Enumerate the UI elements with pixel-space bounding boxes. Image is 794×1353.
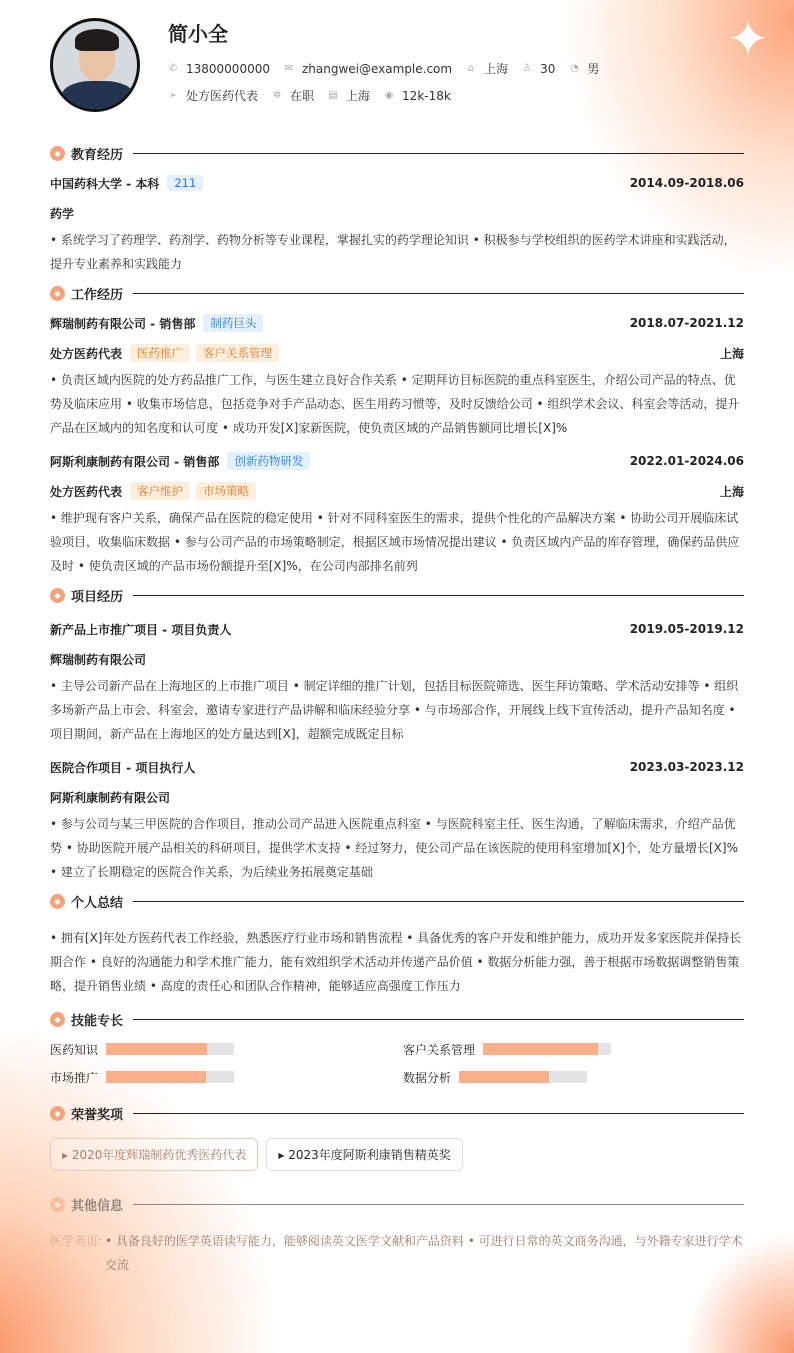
skill-bar-fill <box>459 1071 549 1083</box>
skill-bar-fill <box>483 1043 598 1055</box>
skill-name: 数据分析 <box>403 1070 452 1085</box>
project-icon: ◆ <box>50 588 65 603</box>
skills-grid <box>50 1040 744 1086</box>
skill-bar <box>483 1043 611 1055</box>
job-intent <box>168 87 465 104</box>
candidate-name: 简小全 <box>168 22 228 46</box>
skill-item <box>403 1068 744 1086</box>
mail-icon: ✉ <box>284 63 294 74</box>
section-skills: ◆ 技能专长 <box>50 1008 744 1030</box>
award-item: ▸ 2023年度阿斯利康销售精英奖 <box>266 1138 462 1171</box>
status-icon: ✲ <box>272 90 282 101</box>
skill-item <box>403 1040 744 1058</box>
building-icon: ▤ <box>328 90 338 101</box>
skill-name: 市场推广 <box>50 1070 99 1085</box>
salary: 12k-18k <box>402 88 451 103</box>
skills-icon: ◆ <box>50 1012 65 1027</box>
skill-bar <box>459 1071 587 1083</box>
education-desc: • 系统学习了药理学、药剂学、药物分析等专业课程，掌握扎实的药学理论知识 • 积极参与学校组织的医药学术讲座和实践活动，提升专业素养和实践能力 <box>50 233 736 271</box>
phone: 13800000000 <box>186 61 270 76</box>
position: 处方医药代表 <box>186 89 259 103</box>
project-item: 医院合作项目 - 项目执行人 2023.03-2023.12 阿斯利康制药有限公司 • 参与公司与某三甲医院的合作项目，推动公司产品进入医院重点科室 • 与医院科室主任、医生沟通，了解临床需求，介绍产品优势 • 协助医院开展产品相关的科研项目，提供学术支持 • 经过努力，使公司产品在该医院的使用科室增加[X]个，处方量增长[X]% • 建立了长期稳定的医院合作关系，为后续业务拓展奠定基础 <box>50 760 744 879</box>
tag: 211 <box>167 175 203 191</box>
gender-icon: ◔ <box>570 63 579 74</box>
section-work: ◆ 工作经历 <box>50 282 744 304</box>
awards-list <box>50 1138 744 1171</box>
section-summary: ◆ 个人总结 <box>50 890 744 912</box>
status: 在职 <box>290 89 315 103</box>
phone-icon: ✆ <box>168 63 178 74</box>
send-icon: ➢ <box>168 90 178 101</box>
other-info: 医学英语: • 具备良好的医学英语读写能力，能够阅读英文医学文献和产品资料 • 可进行日常的英文商务沟通，与外籍专家进行学术交流 <box>50 1234 743 1272</box>
summary-icon: ◆ <box>50 894 65 909</box>
skill-bar <box>106 1071 234 1083</box>
age-icon: ♙ <box>522 63 532 74</box>
section-other: ◆ 其他信息 <box>50 1193 744 1215</box>
resume <box>50 0 769 1277</box>
work-item: 辉瑞制药有限公司 - 销售部 制药巨头 2018.07-2021.12 处方医药代表 医药推广 客户关系管理 上海 • 负责区域内医院的处方药品推广工作，与医生建立良好合作关系 • 定期拜访目标医院的重点科室医生，介绍公司产品的特点、优势及临床应用 • 收集市场信息，包括竞争对手产品动态、医生用药习惯等，及时反馈给公司 • 组织学术会议、科室会等活动，提升产品在区域内的知名度和认可度 • 成功开发[X]家新医院，使负责区域的产品销售额同比增长[X]% <box>50 316 744 435</box>
education-icon: ◆ <box>50 146 65 161</box>
skill-name: 医药知识 <box>50 1042 99 1057</box>
work-item: 阿斯利康制药有限公司 - 销售部 创新药物研发 2022.01-2024.06 处方医药代表 客户维护 市场策略 上海 • 维护现有客户关系，确保产品在医院的稳定使用 • 针对不同科室医生的需求，提供个性化的产品解决方案 • 协助公司开展临床试验项目，收集临床数据 • 参与公司产品的市场策略制定，根据区域市场情况提出建议 • 负责区域内产品的库存管理，确保药品供应及时 • 使负责区域的产品市场份额提升至[X]%，在公司内部排名前列 <box>50 454 744 573</box>
skill-item <box>50 1040 403 1058</box>
summary-text: • 拥有[X]年处方医药代表工作经验，熟悉医疗行业市场和销售流程 • 具备优秀的客户开发和维护能力，成功开发多家医院并保持长期合作 • 良好的沟通能力和学术推广能力，能有效组织学术活动并传递产品价值 • 数据分析能力强，善于根据市场数据调整销售策略，提升销售业绩 • 高度的责任心和团队合作精神，能够适应高强度工作压力 <box>50 931 742 993</box>
education-row: 中国药科大学 - 本科 211 2014.09-2018.06 <box>50 176 744 191</box>
skill-bar-fill <box>106 1071 206 1083</box>
contact-info <box>168 60 613 77</box>
section-education: ◆ 教育经历 <box>50 142 744 164</box>
avatar <box>50 18 140 112</box>
gender: 男 <box>587 62 600 76</box>
home-icon: ⌂ <box>467 63 475 74</box>
sparkle-icon: ✦ <box>727 10 769 68</box>
skill-bar <box>106 1043 234 1055</box>
age: 30 <box>540 61 556 76</box>
target-city: 上海 <box>346 89 371 103</box>
major: 药学 <box>50 206 75 221</box>
award-icon: ◆ <box>50 1106 65 1121</box>
skill-item <box>50 1068 403 1086</box>
city: 上海 <box>484 62 509 76</box>
email: zhangwei@example.com <box>301 61 453 76</box>
info-icon: ◆ <box>50 1197 65 1212</box>
work-icon: ◆ <box>50 286 65 301</box>
award-item: ▸ 2020年度辉瑞制药优秀医药代表 <box>50 1138 258 1171</box>
skill-bar-fill <box>106 1043 207 1055</box>
skill-name: 客户关系管理 <box>403 1042 476 1057</box>
section-awards: ◆ 荣誉奖项 <box>50 1102 744 1124</box>
header <box>50 0 769 130</box>
section-projects: ◆ 项目经历 <box>50 584 744 606</box>
project-item: 新产品上市推广项目 - 项目负责人 2019.05-2019.12 辉瑞制药有限公司 • 主导公司新产品在上海地区的上市推广项目 • 制定详细的推广计划，包括目标医院筛选、医生拜访策略、学术活动安排等 • 组织多场新产品上市会、科室会，邀请专家进行产品讲解和临床经验分享 • 与市场部合作，开展线上线下宣传活动，提升产品知名度 • 项目期间，新产品在上海地区的处方量达到[X]，超额完成既定目标 <box>50 622 744 741</box>
salary-icon: ◉ <box>384 90 394 101</box>
